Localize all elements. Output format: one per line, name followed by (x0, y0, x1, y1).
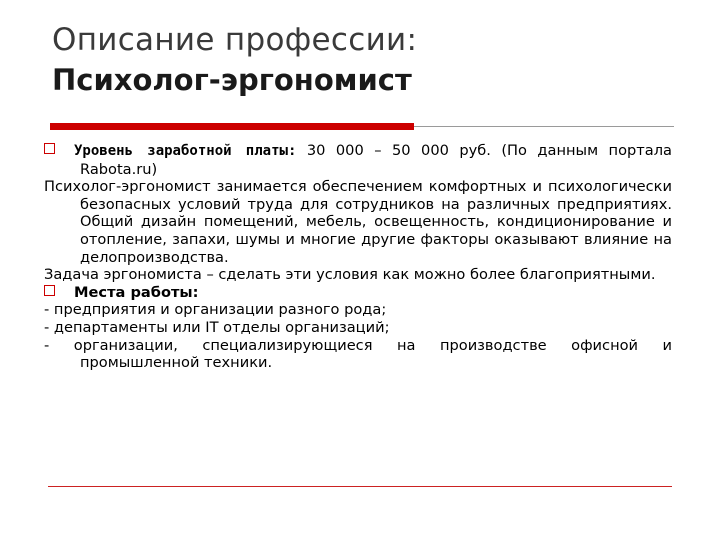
task-paragraph: Задача эргономиста – сделать эти условия как можно более благоприятными. (44, 266, 656, 284)
slide-title (52, 22, 417, 100)
top-divider-accent-bar (50, 123, 414, 130)
square-bullet-icon (44, 143, 55, 154)
workplace-item: - департаменты или IT отделы организаций; (44, 318, 390, 336)
bottom-divider-rule (48, 486, 672, 487)
title-line-2: Психолог-эргономист (52, 63, 412, 97)
title-line-1: Описание профессии: (52, 22, 418, 58)
salary-bullet (44, 142, 672, 178)
workplace-item: - организации, специализирующиеся на производстве офисной и промышленной техники. (44, 336, 672, 372)
salary-label: Уровень заработной платы: (74, 143, 297, 159)
workplace-item: - предприятия и организации разного рода; (44, 301, 387, 319)
salary-value: 30 000 – 50 000 руб. (По данным портала Rabota.ru) (80, 142, 672, 178)
workplaces-bullet (44, 284, 672, 302)
workplaces-label: Места работы: (74, 283, 199, 301)
description-paragraph: Психолог-эргономист занимается обеспечением комфортных и психологически безопасных условий труда для сотрудников на различных предприятиях. Общий дизайн помещений, мебель, освещенность, кондиционирование и отопление, запахи, шумы и многие другие факторы оказывают влияние на делопроизводства. (44, 178, 672, 266)
slide-body (44, 142, 672, 372)
square-bullet-icon (44, 285, 55, 296)
